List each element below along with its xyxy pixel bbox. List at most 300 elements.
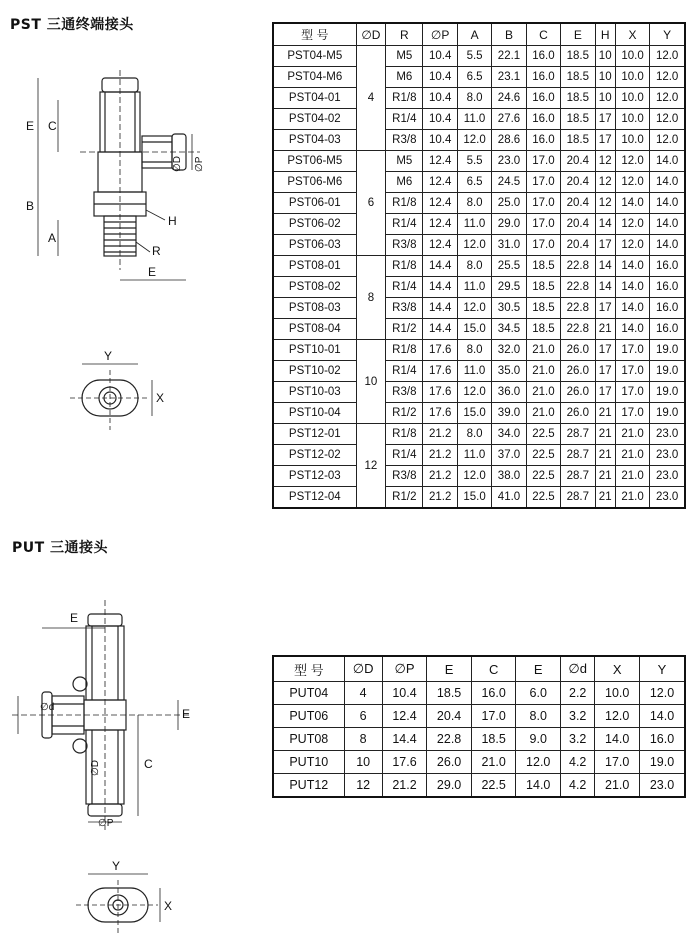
put-top-label-x: X: [164, 899, 173, 913]
value-cell: 12.0: [650, 130, 685, 151]
pst-top-drawing: [60, 350, 170, 440]
value-cell: 17.6: [382, 751, 427, 774]
value-cell: 21.0: [526, 403, 560, 424]
value-cell: 18.5: [526, 319, 560, 340]
value-cell: R1/2: [386, 319, 423, 340]
value-cell: 22.8: [561, 319, 595, 340]
model-cell: PST04-03: [273, 130, 356, 151]
value-cell: 19.0: [650, 340, 685, 361]
value-cell: 14.0: [595, 728, 640, 751]
value-cell: 23.0: [650, 487, 685, 509]
value-cell: 12.4: [423, 235, 457, 256]
value-cell: 26.0: [561, 382, 595, 403]
value-cell: 12.0: [650, 109, 685, 130]
model-cell: PST08-03: [273, 298, 356, 319]
value-cell: 12.0: [457, 298, 491, 319]
value-cell: M5: [386, 46, 423, 67]
table-row: [273, 46, 685, 67]
value-cell: 16.0: [526, 88, 560, 109]
table-row: [273, 193, 685, 214]
put-header-cell: Y: [639, 656, 685, 682]
value-cell: 9.0: [516, 728, 561, 751]
pst-side-drawing: [20, 70, 210, 295]
value-cell: 21.0: [615, 424, 649, 445]
value-cell: 2.2: [561, 682, 595, 705]
value-cell: 10: [595, 88, 615, 109]
table-row: [273, 403, 685, 424]
pst-header-cell: A: [457, 23, 491, 46]
value-cell: 16.0: [526, 130, 560, 151]
value-cell: 5.5: [457, 46, 491, 67]
value-cell: 17.0: [526, 151, 560, 172]
model-cell: PST04-01: [273, 88, 356, 109]
value-cell: 10.4: [423, 109, 457, 130]
table-row: [273, 319, 685, 340]
value-cell: 12.0: [615, 235, 649, 256]
value-cell: 12.0: [650, 88, 685, 109]
value-cell: 26.0: [561, 340, 595, 361]
value-cell: 29.5: [492, 277, 526, 298]
value-cell: 12.4: [423, 214, 457, 235]
model-cell: PST08-01: [273, 256, 356, 277]
pst-label-d: ∅D: [172, 156, 183, 172]
value-cell: 19.0: [650, 382, 685, 403]
value-cell: 14.0: [650, 235, 685, 256]
value-cell: 21.2: [423, 487, 457, 509]
model-cell: PST10-04: [273, 403, 356, 424]
value-cell: 23.0: [650, 466, 685, 487]
value-cell: 28.7: [561, 424, 595, 445]
value-cell: 17.0: [595, 751, 640, 774]
value-cell: 23.0: [639, 774, 685, 798]
value-cell: 17.6: [423, 382, 457, 403]
put-header-cell: 型 号: [273, 656, 344, 682]
value-cell: 22.8: [561, 277, 595, 298]
table-row: [273, 130, 685, 151]
value-cell: 10.0: [615, 67, 649, 88]
pst-header-cell: X: [615, 23, 649, 46]
model-cell: PST06-M6: [273, 172, 356, 193]
value-cell: 28.7: [561, 466, 595, 487]
value-cell: 25.0: [492, 193, 526, 214]
value-cell: R1/8: [386, 88, 423, 109]
pst-header-cell: ∅P: [423, 23, 457, 46]
value-cell: 30.5: [492, 298, 526, 319]
value-cell: 8.0: [457, 340, 491, 361]
value-cell: 11.0: [457, 361, 491, 382]
value-cell: 37.0: [492, 445, 526, 466]
value-cell: R1/4: [386, 277, 423, 298]
value-cell: 31.0: [492, 235, 526, 256]
table-row: [273, 214, 685, 235]
model-cell: PST12-04: [273, 487, 356, 509]
value-cell: 14.0: [615, 193, 649, 214]
put-spec-table: [272, 655, 686, 798]
pst-header-cell: ∅D: [356, 23, 386, 46]
value-cell: 10.4: [382, 682, 427, 705]
value-cell: R3/8: [386, 298, 423, 319]
value-cell: R1/8: [386, 424, 423, 445]
value-cell: 18.5: [427, 682, 472, 705]
value-cell: 26.0: [427, 751, 472, 774]
value-cell: 17.0: [526, 193, 560, 214]
put-label-d: ∅D: [90, 760, 101, 776]
put-table-header: [273, 656, 685, 682]
put-top-drawing: [70, 860, 180, 940]
value-cell: 6.5: [457, 172, 491, 193]
pst-header-cell: B: [492, 23, 526, 46]
table-row: [273, 88, 685, 109]
value-cell: 12: [344, 774, 382, 798]
value-cell: 14: [595, 277, 615, 298]
value-cell: 21: [595, 487, 615, 509]
value-cell: 12.4: [382, 705, 427, 728]
value-cell: 21: [595, 424, 615, 445]
value-cell: R1/2: [386, 403, 423, 424]
table-row: [273, 277, 685, 298]
pst-label-e2: E: [148, 265, 157, 279]
value-cell: 21.0: [526, 340, 560, 361]
table-row: [273, 151, 685, 172]
value-cell: 21: [595, 319, 615, 340]
value-cell: 16.0: [526, 67, 560, 88]
value-cell: 23.1: [492, 67, 526, 88]
value-cell: 20.4: [561, 214, 595, 235]
put-header-cell: ∅D: [344, 656, 382, 682]
model-cell: PUT12: [273, 774, 344, 798]
value-cell: 22.5: [471, 774, 516, 798]
put-label-p: ∅P: [98, 818, 114, 829]
value-cell: 21: [595, 445, 615, 466]
value-cell: 18.5: [526, 256, 560, 277]
value-cell: 10.0: [615, 109, 649, 130]
value-cell: 6.0: [516, 682, 561, 705]
value-cell: 12.0: [457, 466, 491, 487]
put-header-cell: ∅d: [561, 656, 595, 682]
value-cell: 22.5: [526, 424, 560, 445]
value-cell: 21.2: [423, 466, 457, 487]
pst-label-r: R: [152, 244, 161, 258]
model-cell: PUT08: [273, 728, 344, 751]
value-cell: 22.5: [526, 487, 560, 509]
value-cell: 25.5: [492, 256, 526, 277]
value-cell: 18.5: [471, 728, 516, 751]
value-cell: 18.5: [561, 46, 595, 67]
put-header-cell: ∅P: [382, 656, 427, 682]
value-cell: 41.0: [492, 487, 526, 509]
value-cell: 28.7: [561, 487, 595, 509]
value-cell: 12.0: [457, 130, 491, 151]
model-cell: PST10-01: [273, 340, 356, 361]
bore-d-cell: 10: [356, 340, 386, 424]
value-cell: 10.4: [423, 67, 457, 88]
value-cell: R1/4: [386, 361, 423, 382]
value-cell: 17.6: [423, 361, 457, 382]
value-cell: 21.0: [615, 445, 649, 466]
value-cell: 11.0: [457, 109, 491, 130]
value-cell: 14.4: [423, 256, 457, 277]
pst-label-c: C: [48, 119, 57, 133]
value-cell: 21.0: [615, 487, 649, 509]
value-cell: 12.0: [615, 172, 649, 193]
value-cell: R1/4: [386, 445, 423, 466]
value-cell: 6: [344, 705, 382, 728]
value-cell: 3.2: [561, 705, 595, 728]
value-cell: 10.4: [423, 130, 457, 151]
pst-header-cell: E: [561, 23, 595, 46]
pst-label-e: E: [26, 119, 35, 133]
value-cell: 19.0: [639, 751, 685, 774]
pst-header-cell: H: [595, 23, 615, 46]
value-cell: 28.6: [492, 130, 526, 151]
value-cell: 17.6: [423, 403, 457, 424]
value-cell: 16.0: [471, 682, 516, 705]
bore-d-cell: 12: [356, 424, 386, 509]
pst-header-cell: R: [386, 23, 423, 46]
value-cell: 36.0: [492, 382, 526, 403]
pst-table-header: [273, 23, 685, 46]
value-cell: 17: [595, 361, 615, 382]
value-cell: 14.0: [639, 705, 685, 728]
value-cell: 18.5: [561, 109, 595, 130]
put-side-drawing: [2, 600, 202, 830]
value-cell: 10: [344, 751, 382, 774]
value-cell: 32.0: [492, 340, 526, 361]
model-cell: PST12-02: [273, 445, 356, 466]
pst-section-title: PST 三通终端接头: [10, 17, 134, 33]
value-cell: 16.0: [526, 46, 560, 67]
value-cell: 14.0: [615, 319, 649, 340]
value-cell: 21.0: [615, 466, 649, 487]
value-cell: 17.0: [615, 403, 649, 424]
value-cell: 21: [595, 403, 615, 424]
value-cell: R3/8: [386, 130, 423, 151]
value-cell: 14.4: [423, 319, 457, 340]
value-cell: 8.0: [457, 193, 491, 214]
pst-label-h: H: [168, 214, 177, 228]
value-cell: 16.0: [526, 109, 560, 130]
value-cell: 21.0: [526, 361, 560, 382]
value-cell: 6.5: [457, 67, 491, 88]
table-row: [273, 67, 685, 88]
model-cell: PUT04: [273, 682, 344, 705]
value-cell: 34.0: [492, 424, 526, 445]
value-cell: 21.0: [595, 774, 640, 798]
value-cell: 15.0: [457, 403, 491, 424]
value-cell: 35.0: [492, 361, 526, 382]
value-cell: 17: [595, 130, 615, 151]
model-cell: PST06-03: [273, 235, 356, 256]
model-cell: PST04-M5: [273, 46, 356, 67]
put-header-cell: X: [595, 656, 640, 682]
value-cell: R3/8: [386, 466, 423, 487]
table-row: [273, 172, 685, 193]
value-cell: 10: [595, 46, 615, 67]
value-cell: 16.0: [650, 298, 685, 319]
value-cell: 10.0: [615, 130, 649, 151]
value-cell: 12: [595, 193, 615, 214]
table-row: [273, 382, 685, 403]
value-cell: 18.5: [561, 130, 595, 151]
pst-label-a: A: [48, 231, 57, 245]
value-cell: 17.0: [526, 172, 560, 193]
pst-header-cell: 型 号: [273, 23, 356, 46]
value-cell: M6: [386, 172, 423, 193]
value-cell: 10.0: [615, 46, 649, 67]
put-label-d-small: ∅d: [40, 702, 55, 713]
value-cell: 12.4: [423, 193, 457, 214]
value-cell: 14.0: [650, 151, 685, 172]
value-cell: 39.0: [492, 403, 526, 424]
value-cell: 21.2: [423, 445, 457, 466]
put-label-c: C: [144, 757, 153, 771]
value-cell: 17.0: [526, 235, 560, 256]
value-cell: 22.8: [427, 728, 472, 751]
value-cell: 16.0: [650, 256, 685, 277]
pst-header-cell: Y: [650, 23, 685, 46]
value-cell: 3.2: [561, 728, 595, 751]
value-cell: 24.6: [492, 88, 526, 109]
model-cell: PST12-03: [273, 466, 356, 487]
table-row: [273, 728, 685, 751]
table-row: [273, 424, 685, 445]
model-cell: PST06-02: [273, 214, 356, 235]
value-cell: 26.0: [561, 361, 595, 382]
value-cell: 17.0: [615, 340, 649, 361]
value-cell: 24.5: [492, 172, 526, 193]
put-header-cell: C: [471, 656, 516, 682]
value-cell: 11.0: [457, 277, 491, 298]
value-cell: 5.5: [457, 151, 491, 172]
value-cell: M5: [386, 151, 423, 172]
value-cell: 18.5: [561, 88, 595, 109]
table-row: [273, 682, 685, 705]
value-cell: 18.5: [526, 298, 560, 319]
value-cell: 29.0: [427, 774, 472, 798]
value-cell: 12.0: [457, 235, 491, 256]
value-cell: R1/8: [386, 340, 423, 361]
value-cell: 12.4: [423, 151, 457, 172]
value-cell: 12.0: [457, 382, 491, 403]
value-cell: 19.0: [650, 361, 685, 382]
value-cell: 12.4: [423, 172, 457, 193]
value-cell: 14.0: [615, 277, 649, 298]
value-cell: 22.5: [526, 445, 560, 466]
value-cell: 12.0: [595, 705, 640, 728]
value-cell: 10.4: [423, 88, 457, 109]
value-cell: 22.8: [561, 298, 595, 319]
model-cell: PST08-04: [273, 319, 356, 340]
value-cell: 14.0: [650, 193, 685, 214]
put-top-label-y: Y: [112, 860, 121, 873]
value-cell: 20.4: [427, 705, 472, 728]
value-cell: 21.0: [526, 382, 560, 403]
value-cell: 16.0: [650, 319, 685, 340]
put-header-cell: E: [516, 656, 561, 682]
model-cell: PST10-02: [273, 361, 356, 382]
value-cell: 12.0: [615, 214, 649, 235]
value-cell: 4: [344, 682, 382, 705]
value-cell: M6: [386, 67, 423, 88]
model-cell: PUT10: [273, 751, 344, 774]
value-cell: 22.1: [492, 46, 526, 67]
model-cell: PST06-01: [273, 193, 356, 214]
value-cell: 14.0: [650, 214, 685, 235]
value-cell: 27.6: [492, 109, 526, 130]
value-cell: 17: [595, 298, 615, 319]
value-cell: 20.4: [561, 151, 595, 172]
value-cell: 14: [595, 214, 615, 235]
value-cell: 23.0: [650, 424, 685, 445]
table-row: [273, 751, 685, 774]
value-cell: R1/2: [386, 487, 423, 509]
value-cell: R3/8: [386, 382, 423, 403]
table-row: [273, 445, 685, 466]
value-cell: 11.0: [457, 214, 491, 235]
value-cell: 10.0: [595, 682, 640, 705]
table-row: [273, 361, 685, 382]
value-cell: 14.4: [382, 728, 427, 751]
value-cell: R1/8: [386, 193, 423, 214]
value-cell: R3/8: [386, 235, 423, 256]
value-cell: 26.0: [561, 403, 595, 424]
value-cell: 10.4: [423, 46, 457, 67]
value-cell: 18.5: [561, 67, 595, 88]
value-cell: 16.0: [650, 277, 685, 298]
value-cell: 12: [595, 151, 615, 172]
value-cell: 29.0: [492, 214, 526, 235]
value-cell: 15.0: [457, 487, 491, 509]
table-row: [273, 298, 685, 319]
value-cell: 14.0: [650, 172, 685, 193]
value-cell: 17.0: [615, 382, 649, 403]
bore-d-cell: 4: [356, 46, 386, 151]
table-row: [273, 466, 685, 487]
value-cell: 12.0: [650, 67, 685, 88]
model-cell: PST04-02: [273, 109, 356, 130]
value-cell: 4.2: [561, 751, 595, 774]
value-cell: 21.2: [423, 424, 457, 445]
pst-label-p: ∅P: [194, 156, 205, 172]
table-row: [273, 487, 685, 509]
value-cell: 17: [595, 235, 615, 256]
value-cell: 15.0: [457, 319, 491, 340]
value-cell: 8.0: [516, 705, 561, 728]
value-cell: 20.4: [561, 235, 595, 256]
value-cell: 19.0: [650, 403, 685, 424]
model-cell: PST12-01: [273, 424, 356, 445]
value-cell: 23.0: [492, 151, 526, 172]
value-cell: 14.4: [423, 277, 457, 298]
value-cell: R1/4: [386, 109, 423, 130]
table-row: [273, 256, 685, 277]
bore-d-cell: 8: [356, 256, 386, 340]
model-cell: PST04-M6: [273, 67, 356, 88]
value-cell: 22.5: [526, 466, 560, 487]
value-cell: 4.2: [561, 774, 595, 798]
value-cell: 17.0: [526, 214, 560, 235]
bore-d-cell: 6: [356, 151, 386, 256]
table-row: [273, 235, 685, 256]
value-cell: 8.0: [457, 256, 491, 277]
value-cell: 10: [595, 67, 615, 88]
value-cell: 17: [595, 340, 615, 361]
model-cell: PUT06: [273, 705, 344, 728]
value-cell: 17.0: [471, 705, 516, 728]
value-cell: 21.0: [471, 751, 516, 774]
value-cell: 28.7: [561, 445, 595, 466]
value-cell: 18.5: [526, 277, 560, 298]
